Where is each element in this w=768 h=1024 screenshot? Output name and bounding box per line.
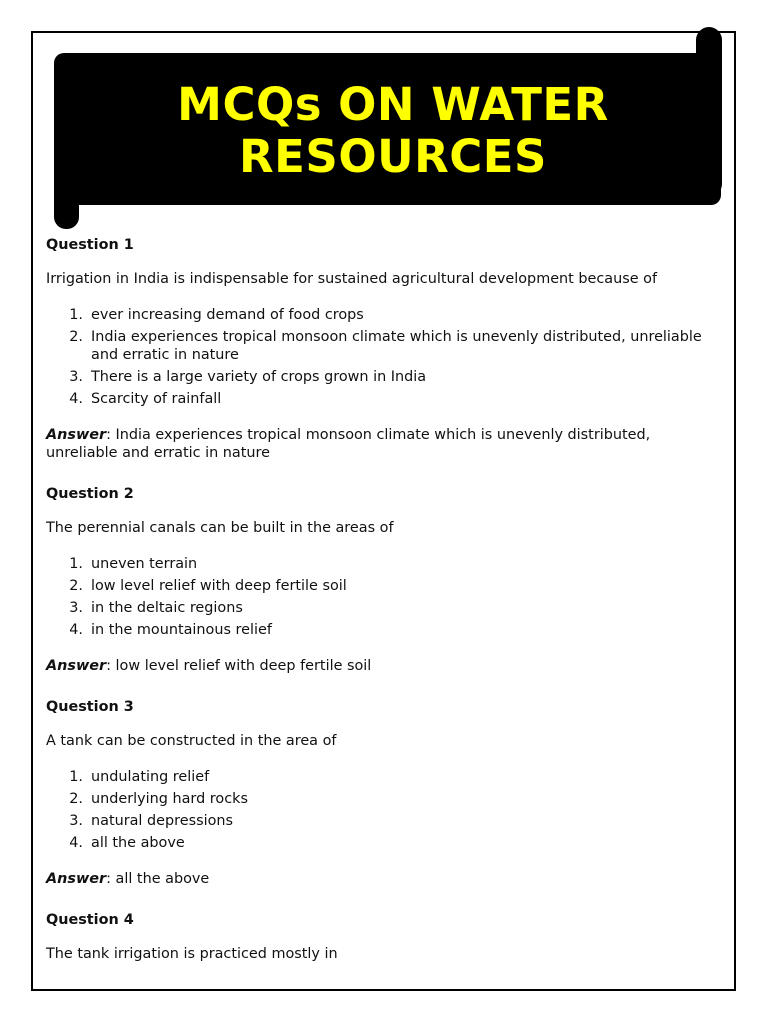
- option-number: 3.: [69, 600, 83, 616]
- question-heading: Question 2: [46, 486, 134, 502]
- option-item: [46, 790, 706, 808]
- option-number: 2.: [69, 791, 83, 807]
- option-item: [46, 834, 706, 852]
- answer-text: India experiences tropical monsoon climate which is unevenly distributed, unreliable and erratic in nature: [46, 427, 651, 461]
- answer-text: low level relief with deep fertile soil: [115, 658, 372, 674]
- option-text: ever increasing demand of food crops: [91, 307, 364, 323]
- questions-content: [46, 236, 706, 981]
- question-block: [46, 236, 706, 462]
- option-item: [46, 368, 706, 386]
- option-number: 4.: [69, 391, 83, 407]
- title-line-2: RESOURCES: [239, 130, 547, 183]
- option-text: in the deltaic regions: [91, 600, 243, 616]
- option-text: in the mountainous relief: [91, 622, 272, 638]
- answer-line: [46, 870, 706, 888]
- title-banner: [53, 27, 725, 231]
- question-block: [46, 485, 706, 675]
- options-list: [46, 306, 706, 408]
- option-item: [46, 812, 706, 830]
- option-text: uneven terrain: [91, 556, 198, 572]
- option-item: [46, 328, 706, 364]
- option-number: 1.: [69, 556, 83, 572]
- option-item: [46, 599, 706, 617]
- option-number: 1.: [69, 307, 83, 323]
- answer-label: Answer: [46, 871, 107, 887]
- question-text: The perennial canals can be built in the areas of: [46, 520, 394, 536]
- option-item: [46, 621, 706, 639]
- question-text: Irrigation in India is indispensable for sustained agricultural development because of: [46, 271, 658, 287]
- option-text: all the above: [91, 835, 185, 851]
- option-number: 1.: [69, 769, 83, 785]
- answer-separator: :: [106, 658, 116, 674]
- option-item: [46, 390, 706, 408]
- option-number: 3.: [69, 813, 83, 829]
- options-list: [46, 555, 706, 639]
- answer-text: all the above: [115, 871, 210, 887]
- answer-separator: :: [106, 427, 116, 443]
- option-number: 2.: [69, 578, 83, 594]
- option-number: 2.: [69, 329, 83, 345]
- option-item: [46, 577, 706, 595]
- answer-separator: :: [106, 871, 116, 887]
- question-block: [46, 911, 706, 963]
- option-text: There is a large variety of crops grown in India: [91, 369, 427, 385]
- option-number: 4.: [69, 622, 83, 638]
- option-item: [46, 555, 706, 573]
- answer-line: [46, 426, 706, 462]
- option-number: 4.: [69, 835, 83, 851]
- option-text: Scarcity of rainfall: [91, 391, 222, 407]
- option-text: India experiences tropical monsoon climate which is unevenly distributed, unreliable and erratic in nature: [91, 329, 702, 363]
- option-item: [46, 768, 706, 786]
- answer-label: Answer: [46, 427, 107, 443]
- options-list: [46, 768, 706, 852]
- option-item: [46, 306, 706, 324]
- question-text: A tank can be constructed in the area of: [46, 733, 337, 749]
- option-number: 3.: [69, 369, 83, 385]
- title-line-1: MCQs ON WATER: [177, 78, 609, 131]
- page-title: [83, 79, 703, 183]
- question-heading: Question 1: [46, 237, 134, 253]
- question-heading: Question 3: [46, 699, 134, 715]
- option-text: natural depressions: [91, 813, 234, 829]
- option-text: underlying hard rocks: [91, 791, 248, 807]
- question-text: The tank irrigation is practiced mostly in: [46, 946, 338, 962]
- answer-label: Answer: [46, 658, 107, 674]
- answer-line: [46, 657, 706, 675]
- option-text: undulating relief: [91, 769, 210, 785]
- option-text: low level relief with deep fertile soil: [91, 578, 347, 594]
- question-heading: Question 4: [46, 912, 134, 928]
- question-block: [46, 698, 706, 888]
- page-frame: [31, 31, 736, 991]
